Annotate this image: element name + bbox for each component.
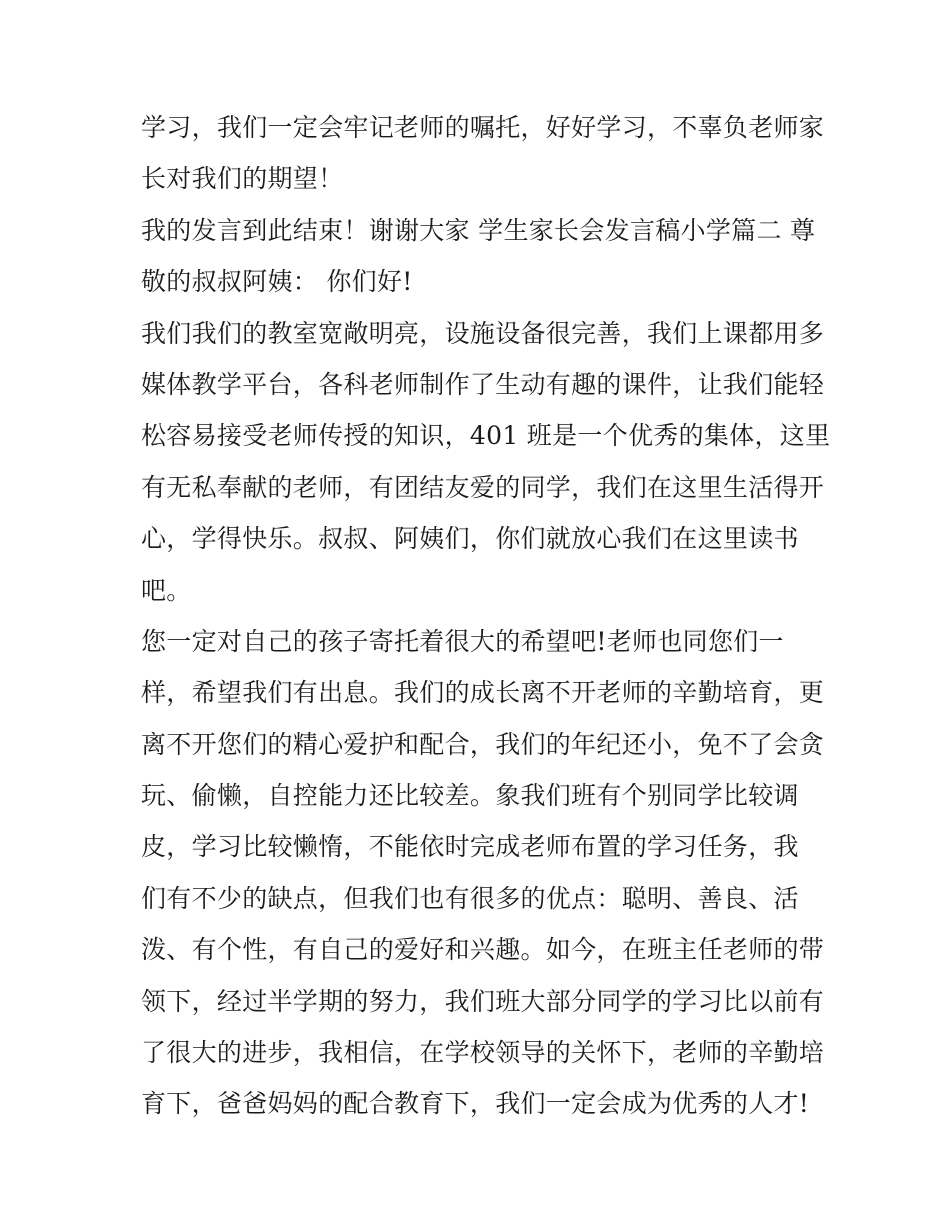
text-line-12: 样，希望我们有出息。我们的成长离不开老师的辛勤培育，更 [141, 678, 825, 708]
text-line-8: 有无私奉献的老师，有团结友爱的同学，我们在这里生活得开 [141, 472, 825, 502]
text-line-3: 我的发言到此结束！谢谢大家 学生家长会发言稿小学篇二 尊 [141, 215, 816, 245]
text-line-17: 泼、有个性，有自己的爱好和兴趣。如今，在班主任老师的带 [141, 935, 825, 965]
text-line-10: 吧。 [141, 575, 192, 605]
text-line-15: 皮，学习比较懒惰，不能依时完成老师布置的学习任务，我 [141, 832, 799, 862]
text-line-20: 育下，爸爸妈妈的配合教育下，我们一定会成为优秀的人才! [141, 1089, 810, 1119]
text-line-4: 敬的叔叔阿姨： 你们好! [141, 267, 413, 297]
text-line-9: 心，学得快乐。叔叔、阿姨们，你们就放心我们在这里读书 [141, 524, 799, 554]
text-line-11: 您一定对自己的孩子寄托着很大的希望吧!老师也同您们一 [141, 626, 784, 656]
text-line-7: 松容易接受老师传授的知识，401 班是一个优秀的集体，这里 [141, 421, 831, 451]
text-line-1: 学习，我们一定会牢记老师的嘱托，好好学习，不辜负老师家 [141, 113, 825, 142]
text-line-19: 了很大的进步，我相信，在学校领导的关怀下，老师的辛勤培 [141, 1038, 825, 1068]
document-body [141, 102, 831, 1130]
text-line-13: 离不开您们的精心爱护和配合，我们的年纪还小，免不了会贪 [141, 729, 825, 759]
text-line-2: 长对我们的期望！ [141, 164, 344, 194]
text-line-14: 玩、偷懒，自控能力还比较差。象我们班有个别同学比较调 [141, 781, 799, 811]
text-line-5: 我们我们的教室宽敞明亮，设施设备很完善，我们上课都用多 [141, 318, 825, 348]
text-line-16: 们有不少的缺点，但我们也有很多的优点：聪明、善良、活 [141, 883, 799, 913]
text-line-18: 领下，经过半学期的努力，我们班大部分同学的学习比以前有 [141, 986, 825, 1016]
text-line-6: 媒体教学平台，各科老师制作了生动有趣的课件，让我们能轻 [141, 369, 825, 399]
